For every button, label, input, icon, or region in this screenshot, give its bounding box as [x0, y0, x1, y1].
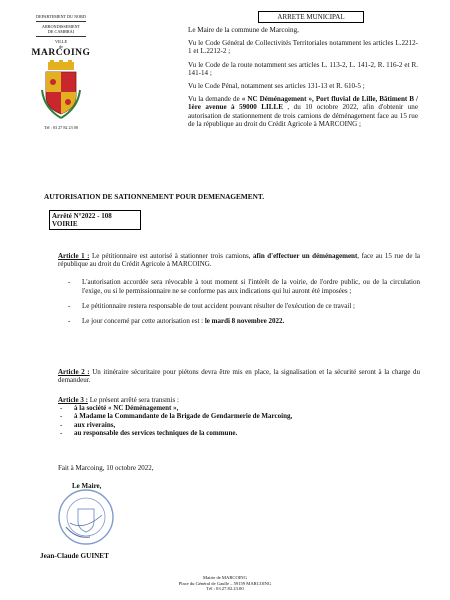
list-item: - à la société « NC Déménagement », — [60, 404, 179, 413]
list-item: - L'autorisation accordée sera révocable à tout moment si l'intérêt de la voirie, de l'ordre public, ou de la circulation l'exige, ou si le permissionnaire ne se conforme pas aux indications qui lui auront été imposées ; — [68, 278, 420, 295]
signatory-name: Jean-Claude GUINET — [40, 552, 109, 560]
divider — [36, 36, 86, 37]
official-seal-icon — [56, 487, 116, 547]
footer-address: Place du Général de Gaulle – 59159 MARCOING — [178, 580, 272, 586]
article-1-label: Article 1 : — [58, 252, 90, 260]
visas-block — [188, 26, 418, 133]
article-3-intro: Le présent arrêté sera transmis : — [87, 396, 179, 404]
recipients-list — [58, 404, 420, 437]
document-type: ARRETE MUNICIPAL — [258, 11, 364, 23]
department-label: DEPARTEMENT DU NORD — [35, 14, 86, 19]
recipient-gendarmerie: à Madame la Commandante de la Brigade de Gendarmerie de Marcoing, — [74, 412, 293, 421]
place-date: Fait à Marcoing, 10 octobre 2022, — [58, 464, 154, 472]
article-1-text — [58, 252, 420, 268]
authorized-date: le mardi 8 novembre 2022. — [204, 317, 285, 326]
footer — [0, 575, 450, 592]
article-1-intro: Le pétitionnaire est autorisé à stationner trois camions, — [89, 252, 254, 260]
list-item: - au responsable des services techniques de la commune. — [60, 428, 238, 437]
letterhead — [30, 14, 92, 130]
footer-phone: Tél : 03.27.82.23.00 — [206, 586, 244, 592]
list-item: - Le jour concerné par cette autorisation est : le mardi 8 novembre 2022. — [68, 317, 285, 326]
coat-of-arms-icon — [40, 60, 82, 120]
recipient-residents: aux riverains, — [74, 420, 116, 429]
visa-code-route: Vu le Code de la route notamment ses articles L. 113-2, L. 141-2, R. 116-2 et R. 141-14 ; — [188, 60, 418, 77]
article-2-text: Un itinéraire sécuritaire pour piétons devra être mis en place, la signalisation et la sécurité seront à la charge du demandeur. — [58, 368, 421, 385]
decree-number: Arrêté N°2022 - 108 — [52, 212, 112, 220]
arrondissement-label-2: DE CAMBRAI — [47, 29, 75, 34]
article-3 — [58, 396, 420, 437]
article-3-label: Article 3 : — [58, 396, 88, 404]
liability-clause: Le pétitionnaire restera responsable de tout accident pouvant résulter de l'exécution de ce travail ; — [82, 301, 355, 310]
reference-box — [49, 210, 141, 230]
divider — [36, 21, 86, 22]
visa-mayor: Le Maire de la commune de Marcoing, — [188, 26, 299, 34]
article-2 — [58, 368, 420, 384]
arrondissement-label: ARRONDISSEMENT — [41, 24, 81, 29]
signatory-role: Le Maire, — [72, 482, 102, 490]
visa-request-intro: Vu la demande de — [188, 95, 242, 104]
service-label: VOIRIE — [52, 220, 78, 228]
recipient-company: à la société « NC Déménagement », — [74, 404, 179, 413]
article-1-purpose: afin d'effectuer un déménagement — [253, 252, 358, 260]
list-item: - Le pétitionnaire restera responsable de tout accident pouvant résulter de l'exécution de ce travail ; — [58, 302, 420, 310]
article-3-text — [58, 396, 420, 404]
list-item: - à Madame la Commandante de la Brigade de Gendarmerie de Marcoing, — [60, 412, 293, 421]
ville-de-label: de — [59, 44, 63, 49]
visa-request — [188, 95, 418, 128]
document-title: AUTORISATION DE SATIONNEMENT POUR DEMENAGEMENT. — [44, 192, 265, 201]
footer-town-hall: Mairie de MARCOING — [203, 575, 247, 580]
list-item: - aux riverains, — [60, 420, 116, 429]
ville-label: VILLE — [54, 39, 68, 44]
recipient-technical-services: au responsable des services techniques de la commune. — [74, 428, 238, 437]
revocation-clause: L'autorisation accordée sera révocable à tout moment si l'intérêt de la voirie, de l'ordre public, ou de la circulation l'exige, ou si le permissionnaire ne se conforme pas aux indications qui lui auront été imposées ; — [82, 278, 420, 295]
visa-code-penal: Vu le Code Pénal, notamment ses articles 131-13 et R. 610-5 ; — [188, 82, 365, 91]
article-2-label: Article 2 : — [58, 368, 90, 376]
article-1-location: , face au 15 rue de la république au droit du Crédit Agricole à MARCOING. — [58, 252, 421, 269]
article-1 — [58, 252, 420, 332]
date-clause-intro: Le jour concerné par cette autorisation est : — [82, 317, 205, 326]
requester-name: « NC Déménagement », Port fluvial de Lille, Bâtiment B / 1ère avenue à 59000 LILLE — [188, 95, 418, 112]
visa-cgct: Vu le Code Général de Collectivités Territoriales notamment les articles L.2212-1 et L.2212-2 ; — [188, 39, 418, 56]
visa-request-detail: , du 10 octobre 2022, afin d'obtenir une autorisation de stationnement de trois camions de déménagement face au 15 rue de la république au droit du Crédit Agricole à MARCOING ; — [188, 103, 418, 128]
town-name: MARCOING — [31, 48, 91, 58]
phone-number: Tél : 03 27 82 23 00 — [44, 125, 78, 130]
